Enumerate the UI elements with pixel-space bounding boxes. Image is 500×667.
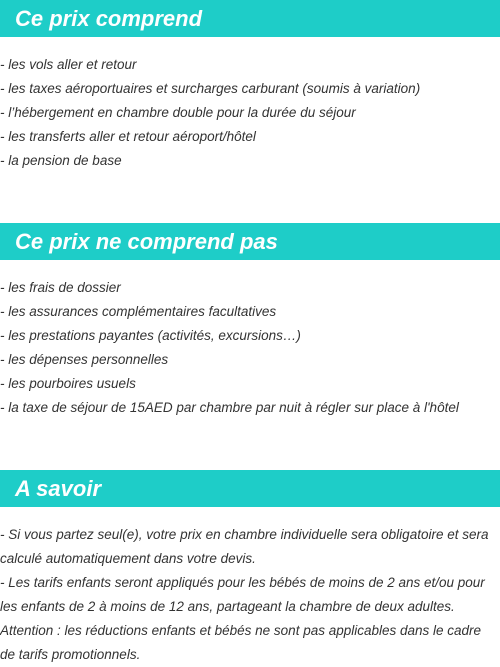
info-paragraph-warning: Attention : les réductions enfants et bébés ne sont pas applicables dans le cadre de tarifs promotionnels. <box>0 623 482 662</box>
list-item: - les assurances complémentaires facultatives <box>0 304 277 319</box>
list-item: - les pourboires usuels <box>0 376 136 391</box>
section-title-info: A savoir <box>0 470 500 507</box>
section-good-to-know <box>0 470 500 667</box>
list-item: - les transferts aller et retour aéroport/hôtel <box>0 129 256 144</box>
section-title-includes: Ce prix comprend <box>0 0 500 37</box>
info-body <box>0 523 500 667</box>
list-item: - les vols aller et retour <box>0 57 137 72</box>
list-item: - les taxes aéroportuaires et surcharges carburant (soumis à variation) <box>0 81 421 96</box>
list-item: - la taxe de séjour de 15AED par chambre par nuit à régler sur place à l'hôtel <box>0 400 459 415</box>
list-item: - les dépenses personnelles <box>0 352 169 367</box>
list-item: - les prestations payantes (activités, excursions…) <box>0 328 301 343</box>
section-price-includes <box>0 0 500 173</box>
excludes-list <box>0 276 500 420</box>
info-paragraph-child-rates: - Les tarifs enfants seront appliqués pour les bébés de moins de 2 ans et/ou pour les enfants de 2 à moins de 12 ans, partageant la chambre de deux adultes. <box>0 575 485 614</box>
list-item: - la pension de base <box>0 153 122 168</box>
list-item: - les frais de dossier <box>0 280 121 295</box>
includes-list <box>0 53 500 173</box>
section-title-excludes: Ce prix ne comprend pas <box>0 223 500 260</box>
section-price-excludes <box>0 223 500 420</box>
info-paragraph-single-room: - Si vous partez seul(e), votre prix en chambre individuelle sera obligatoire et sera calculé automatiquement dans votre devis. <box>0 527 489 566</box>
list-item: - l’hébergement en chambre double pour la durée du séjour <box>0 105 356 120</box>
